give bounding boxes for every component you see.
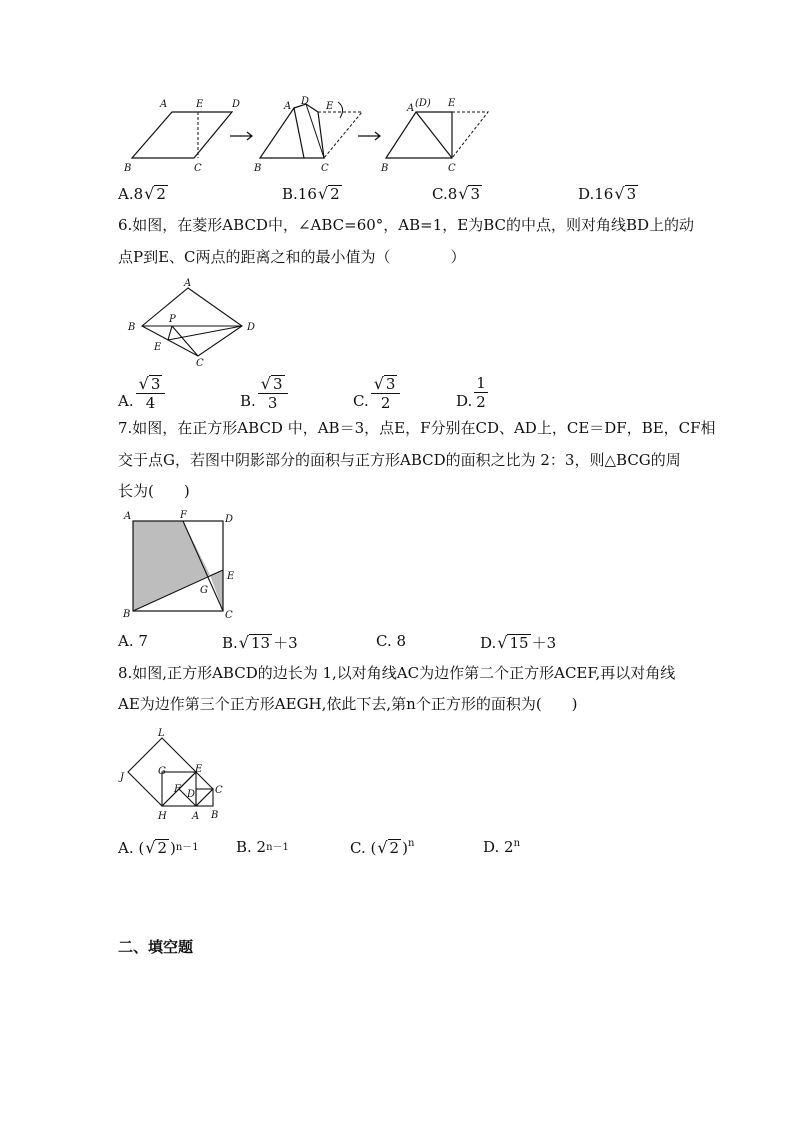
q5-p3-label-e: E <box>448 98 456 109</box>
q7-option-b <box>222 632 298 653</box>
q5-option-a-radicand: 2 <box>156 185 166 203</box>
q5-parallelogram <box>132 112 232 158</box>
q5-p2-label-b: B <box>254 163 262 174</box>
q7-text-line1: 7.如图，在正方形ABCD 中，AB＝3，点E，F分别在CD、AD上，CE＝DF，BE，CF相 <box>118 419 716 437</box>
q8-option-d-exp: n <box>513 838 521 849</box>
q6-segment-pc <box>172 326 198 356</box>
q5-figure <box>118 92 498 176</box>
q8-option-b <box>236 838 289 856</box>
q5-option-a-coef: 8 <box>133 184 144 203</box>
q6-option-c-frac: √ 3 2 <box>371 374 401 412</box>
q8-option-a-sqrt: √ 2 <box>145 838 167 857</box>
q6-figure <box>124 278 264 370</box>
q6-label-d: D <box>247 322 256 333</box>
q6-option-c-den: 2 <box>380 394 391 412</box>
q6-option-c <box>353 374 400 412</box>
q5-option-c-coef: 8 <box>447 184 458 203</box>
q7-label-f: F <box>180 510 187 521</box>
q8-diagonal-ac <box>196 789 213 806</box>
q7-label-d: D <box>225 514 234 525</box>
q5-option-b-radicand: 2 <box>330 185 340 203</box>
q5-p3-dashed <box>452 112 488 158</box>
q8-label-h: H <box>158 811 167 822</box>
q6-label-e: E <box>154 342 162 353</box>
q8-option-d-prefix: D. 2 <box>483 838 514 856</box>
q6-option-d <box>456 374 488 411</box>
q5-p1-label-d: D <box>232 99 241 110</box>
q6-label-b: B <box>128 322 136 333</box>
q8-text-line1: 8.如图,正方形ABCD的边长为 1,以对角线AC为边作第二个正方形ACEF,再以对角线 <box>118 664 676 682</box>
q7-label-b: B <box>123 609 131 620</box>
q8-option-a <box>118 838 199 857</box>
q5-p3-label-b: B <box>381 163 389 174</box>
q8-option-c-close: ) <box>402 838 408 857</box>
q6-segment-pe <box>168 326 172 340</box>
q7-label-g: G <box>200 585 208 596</box>
q7-label-c: C <box>225 610 233 621</box>
q7-shaded-triangle <box>210 570 223 611</box>
q5-p3-diag <box>416 112 452 158</box>
q5-p2-label-a: A <box>284 101 292 112</box>
q6-option-b-den: 3 <box>267 394 278 412</box>
q5-option-b-coef: 16 <box>297 184 317 203</box>
q6-label-p: P <box>169 314 176 325</box>
q5-option-b-sqrt: √ 2 <box>317 184 340 203</box>
q6-option-d-frac <box>474 374 488 411</box>
q7-option-d-radicand: 15 <box>509 634 529 652</box>
q6-option-d-num: 1 <box>476 374 486 392</box>
q8-option-b-prefix: B. 2 <box>236 838 267 856</box>
q5-option-a <box>118 184 169 203</box>
q8-option-a-close: ) <box>169 838 176 857</box>
q5-p2-shape <box>260 108 304 158</box>
q8-option-b-exp: n－1 <box>266 842 289 853</box>
q8-label-f: F <box>174 784 181 795</box>
q8-label-j: J <box>120 772 125 783</box>
q6-label-a: A <box>184 278 192 289</box>
q5-p2-dashed <box>318 112 362 158</box>
q8-option-a-prefix: A. ( <box>118 838 145 857</box>
q7-option-d <box>480 632 556 653</box>
q5-option-d <box>578 184 639 203</box>
section-title-fill-in: 二、填空题 <box>118 938 194 956</box>
q8-option-c <box>350 838 414 857</box>
q5-option-b <box>282 184 343 203</box>
q8-option-a-exp: n－1 <box>175 842 199 853</box>
q6-option-c-prefix: C. <box>353 392 369 410</box>
q8-option-c-exp: n <box>407 838 415 849</box>
q7-shaded-quad <box>133 521 210 611</box>
q7-label-e: E <box>227 571 235 582</box>
q5-option-c <box>432 184 483 203</box>
q8-option-d <box>483 838 520 856</box>
q6-option-a <box>118 374 165 412</box>
q5-p2-label-c: C <box>321 163 329 174</box>
q5-option-d-prefix: D. <box>578 184 595 203</box>
q6-option-a-den: 4 <box>145 394 156 412</box>
q8-label-b: B <box>211 810 219 821</box>
q5-p1-label-c: C <box>194 163 202 174</box>
q5-p2-crease <box>306 104 324 158</box>
q5-option-d-radicand: 3 <box>626 185 637 203</box>
q5-option-b-prefix: B. <box>282 184 298 203</box>
q8-label-d: D <box>187 789 196 800</box>
q5-option-a-prefix: A. <box>118 184 134 203</box>
q5-p2-rotate-arrow <box>338 102 343 118</box>
q6-text-line2: 点P到E、C两点的距离之和的最小值为（ ） <box>118 248 466 266</box>
q8-option-a-radicand: 2 <box>157 839 167 857</box>
q7-option-d-sqrt: √ 15 <box>497 633 529 652</box>
q5-p2-label-e: E <box>326 101 334 112</box>
q8-label-e: E <box>195 764 203 775</box>
q7-option-b-suffix: ＋3 <box>273 634 298 652</box>
q7-option-a: A. 7 <box>118 632 148 650</box>
q5-option-c-radicand: 3 <box>470 185 481 203</box>
q7-option-b-radicand: 13 <box>251 634 271 652</box>
q6-option-d-den: 2 <box>476 393 486 411</box>
q8-label-l: L <box>158 728 165 739</box>
q6-option-b <box>240 374 288 412</box>
q5-option-a-sqrt: √ 2 <box>144 184 166 203</box>
q5-option-d-sqrt: √ 3 <box>614 184 637 203</box>
q7-text-line3: 长为( ) <box>118 482 190 500</box>
q5-p3-label-c: C <box>448 163 456 174</box>
q8-label-a: A <box>192 811 200 822</box>
q5-p2-label-d: D <box>301 96 310 107</box>
q6-option-a-radicand: 3 <box>150 375 161 393</box>
q6-text-line1: 6.如图，在菱形ABCD中，∠ABC=60°，AB=1，E为BC的中点，则对角线BD上的动 <box>118 216 695 234</box>
q8-option-c-sqrt: √ 2 <box>377 838 400 857</box>
q7-figure <box>120 508 250 622</box>
q5-option-d-coef: 16 <box>594 184 614 203</box>
q6-option-c-radicand: 3 <box>385 375 396 393</box>
q7-option-b-sqrt: √ 13 <box>238 633 271 652</box>
q8-label-c: C <box>215 785 223 796</box>
q7-option-b-prefix: B. <box>222 633 238 652</box>
q5-p3-shape <box>386 112 452 158</box>
q6-option-b-frac: √ 3 3 <box>258 374 288 412</box>
q8-label-g: G <box>158 766 166 777</box>
q7-option-d-prefix: D. <box>480 633 497 652</box>
q5-p3-label-a: A <box>407 103 415 114</box>
q6-option-d-prefix: D. <box>456 391 473 410</box>
q6-option-b-prefix: B. <box>240 392 256 410</box>
q7-option-c: C. 8 <box>376 632 407 650</box>
q8-text-line2: AE为边作第三个正方形AEGH,依此下去,第n个正方形的面积为( ) <box>118 695 578 713</box>
q5-option-c-sqrt: √ 3 <box>458 184 481 203</box>
q7-text-line2: 交于点G，若图中阴影部分的面积与正方形ABCD的面积之比为 2：3，则△BCG的周 <box>118 451 681 469</box>
q8-option-c-radicand: 2 <box>389 839 400 857</box>
q6-label-c: C <box>196 358 204 369</box>
q7-label-a: A <box>124 511 132 522</box>
q8-figure <box>118 726 238 826</box>
q8-option-c-prefix: C. ( <box>350 838 377 857</box>
q5-p1-label-b: B <box>124 163 132 174</box>
q5-p1-label-a: A <box>160 99 168 110</box>
q5-p1-label-e: E <box>196 99 204 110</box>
q6-option-a-frac: √ 3 4 <box>136 374 166 412</box>
q5-option-c-prefix: C. <box>432 184 448 203</box>
q6-option-a-prefix: A. <box>118 392 134 410</box>
q7-option-d-suffix: ＋3 <box>531 634 557 652</box>
q6-option-b-radicand: 3 <box>273 375 283 393</box>
q5-p3-label-d: (D) <box>415 98 431 109</box>
